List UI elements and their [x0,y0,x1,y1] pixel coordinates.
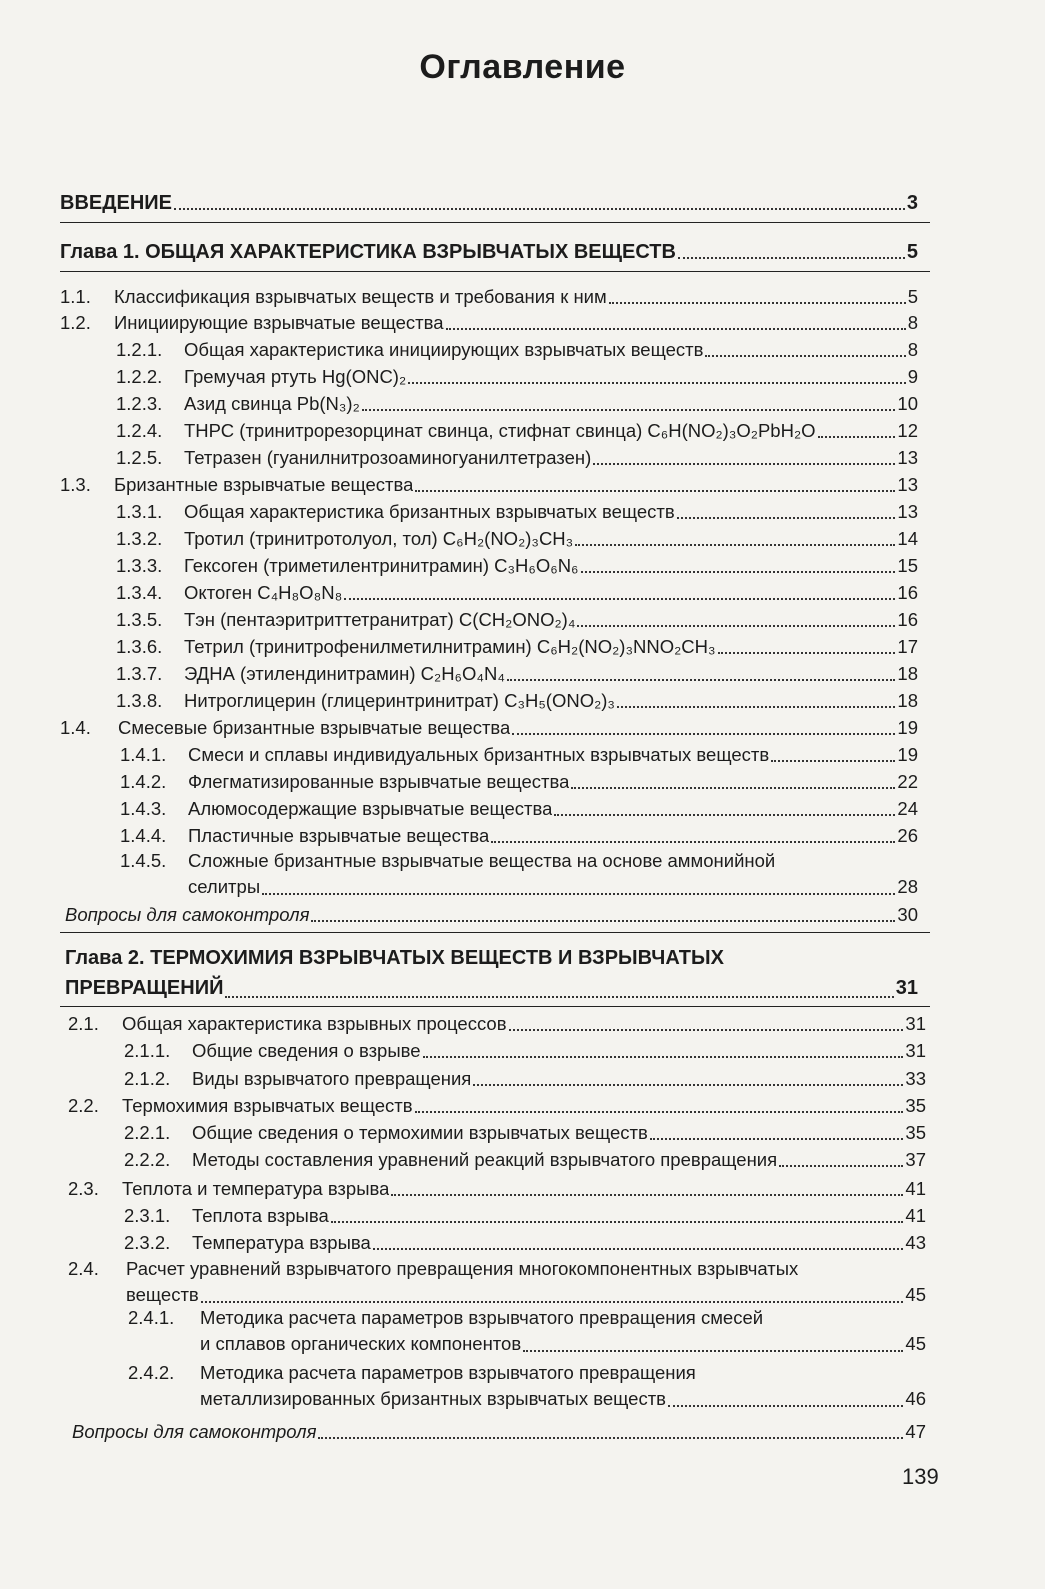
leader-dots [473,1084,903,1086]
toc-item-label: Тетразен (гуанилнитрозоаминогуанилтетразен) [184,447,592,468]
toc-item[interactable] [116,689,918,713]
toc-item-page: 28 [897,876,918,897]
toc-item-label: Общая характеристика взрывных процессов [122,1013,507,1034]
toc-item-number: 1.3.4. [116,582,163,603]
toc-item-page: 46 [905,1388,926,1409]
leader-dots [617,706,895,708]
toc-item-number: 1.2. [60,312,91,333]
leader-dots [423,1056,904,1058]
toc-item-page: 18 [897,690,918,711]
toc-item[interactable] [120,743,918,767]
toc-item-label: Расчет уравнений взрывчатого превращения многокомпонентных взрывчатых [126,1258,799,1279]
toc-item-number: 1.3. [60,474,91,495]
toc-item[interactable] [124,1148,926,1172]
toc-item-label: Азид свинца Pb(N₃)₂ [184,393,360,414]
toc-item-page: 13 [897,447,918,468]
leader-dots [391,1194,903,1196]
toc-item-label: Общие сведения о взрыве [192,1040,421,1061]
leader-dots [554,814,895,816]
toc-item-label: металлизированных бризантных взрывчатых веществ [200,1388,667,1409]
toc-item-number: 2.3.2. [124,1232,171,1253]
leader-dots [581,571,896,573]
toc-item-page: 41 [905,1178,926,1199]
toc-item-page: 47 [905,1421,926,1442]
leader-dots [609,302,906,304]
toc-item[interactable] [116,419,918,443]
toc-item[interactable] [128,1305,926,1357]
toc-item[interactable] [124,1231,926,1255]
leader-dots [362,409,896,411]
toc-item-number: 1.2.1. [116,339,163,360]
toc-item-number: 2.4.1. [128,1307,175,1328]
toc-item-label: Гексоген (триметилентринитрамин) C₃H₆O₆N₆ [184,555,579,576]
toc-item-label: Алюмосодержащие взрывчатые вещества [188,798,553,819]
toc-item-continuation [200,1386,926,1412]
toc-item-label: Октоген C₄H₈O₈N₈ [184,582,343,603]
toc-item-label: Вопросы для самоконтроля [65,904,310,925]
toc-item-label: и сплавов органических компонентов [200,1333,522,1354]
toc-item-label: Температура взрыва [192,1232,371,1253]
toc-item[interactable] [128,1360,926,1412]
toc-item[interactable] [116,365,918,389]
toc-item-number: 1.2.2. [116,366,163,387]
leader-dots [705,355,905,357]
toc-item-label: Тротил (тринитротолуол, тол) C₆H₂(NO₂)₃CH₃ [184,528,574,549]
leader-dots [523,1350,903,1352]
toc-item[interactable] [116,554,918,578]
toc-item[interactable] [116,635,918,659]
leader-dots [677,517,896,519]
toc-item-label: Общая характеристика инициирующих взрывчатых веществ [184,339,704,360]
leader-dots [344,598,895,600]
toc-item[interactable] [116,392,918,416]
toc-item[interactable] [116,662,918,686]
toc-item-page: 30 [897,904,918,925]
toc-item-number: 1.2.4. [116,420,163,441]
leader-dots [818,436,896,438]
toc-item-number: 2.1.1. [124,1040,171,1061]
toc-item-number: 2.1.2. [124,1068,171,1089]
toc-item-page: 37 [905,1149,926,1170]
toc-item[interactable] [116,527,918,551]
toc-item[interactable] [116,500,918,524]
divider [60,1006,930,1007]
toc-item-number: 2.4. [68,1258,99,1279]
chapter-2-title: ПРЕВРАЩЕНИЙ [65,977,224,999]
leader-dots [507,679,896,681]
chapter-1-title: Глава 1. ОБЩАЯ ХАРАКТЕРИСТИКА ВЗРЫВЧАТЫХ ВЕЩЕСТВ [60,241,676,263]
leader-dots [718,652,896,654]
toc-item-number: 1.3.1. [116,501,163,522]
toc-item-number: 1.4.3. [120,798,167,819]
toc-item[interactable] [60,285,918,309]
leader-dots [678,257,905,259]
chapter-2-page: 31 [895,977,918,999]
leader-dots [571,787,895,789]
toc-item-number: 2.3.1. [124,1205,171,1226]
toc-item-label: Общие сведения о термохимии взрывчатых веществ [192,1122,648,1143]
toc-item-page: 15 [897,555,918,576]
toc-item-label: Гремучая ртуть Hg(ONC)₂ [184,366,407,387]
leader-dots [771,760,895,762]
divider [60,271,930,272]
leader-dots [225,996,893,998]
leader-dots [577,625,895,627]
toc-item-label: Классификация взрывчатых веществ и требования к ним [114,286,607,307]
toc-item[interactable] [116,581,918,605]
toc-item-page: 16 [897,582,918,603]
toc-item-page: 14 [897,528,918,549]
toc-item-page: 8 [907,312,918,333]
toc-item-label: Методика расчета параметров взрывчатого превращения [200,1362,696,1383]
toc-item-page: 19 [897,717,918,738]
toc-item-number: 1.3.2. [116,528,163,549]
leader-dots [446,328,906,330]
toc-item-label: Пластичные взрывчатые вещества [188,825,490,846]
toc-item-label: Смесевые бризантные взрывчатые вещества [118,717,511,738]
toc-item-number: 1.3.7. [116,663,163,684]
toc-item-page: 19 [897,744,918,765]
leader-dots [668,1405,903,1407]
toc-item-page: 33 [905,1068,926,1089]
leader-dots [575,544,895,546]
toc-item[interactable] [120,770,918,794]
toc-item-number: 1.3.6. [116,636,163,657]
toc-item[interactable] [124,1121,926,1145]
leader-dots [415,1111,904,1113]
toc-item-number: 2.1. [68,1013,99,1034]
toc-item-page: 12 [897,420,918,441]
toc-item-page: 10 [897,393,918,414]
toc-item-label: веществ [126,1284,199,1305]
toc-item-label: Виды взрывчатого превращения [192,1068,472,1089]
toc-item-label: Термохимия взрывчатых веществ [122,1095,413,1116]
toc-item-page: 31 [905,1013,926,1034]
toc-item-number: 2.3. [68,1178,99,1199]
chapter-1-page: 5 [906,241,918,263]
toc-item[interactable] [124,1067,926,1091]
toc-intro-page: 3 [906,192,918,214]
toc-item-page: 9 [907,366,918,387]
toc-item[interactable] [116,608,918,632]
toc-item-number: 2.2.2. [124,1149,171,1170]
toc-item-page: 41 [905,1205,926,1226]
divider [60,932,930,933]
toc-item[interactable] [120,848,918,900]
toc-item-label: ЭДНА (этилендинитрамин) C₂H₆O₄N₄ [184,663,505,684]
toc-item-label: Общая характеристика бризантных взрывчатых веществ [184,501,675,522]
toc-item-label: Сложные бризантные взрывчатые вещества на основе аммонийной [188,850,776,871]
toc-item-page: 24 [897,798,918,819]
toc-item-label: Тэн (пентаэритриттетранитрат) C(CH₂ONO₂)₄ [184,609,576,630]
toc-item-number: 2.2. [68,1095,99,1116]
toc-item[interactable] [124,1204,926,1228]
toc-item-page: 31 [905,1040,926,1061]
toc-item-continuation [188,874,918,900]
toc-item-number: 1.2.3. [116,393,163,414]
leader-dots [779,1165,903,1167]
toc-item-label: Флегматизированные взрывчатые вещества [188,771,570,792]
toc-item-label: селитры [188,876,261,897]
toc-item-number: 1.4.5. [120,850,167,871]
toc-item-number: 1.4.1. [120,744,167,765]
toc-item[interactable] [116,446,918,470]
leader-dots [512,733,895,735]
leader-dots [201,1301,904,1303]
toc-item-number: 1.3.8. [116,690,163,711]
toc-item-page: 22 [897,771,918,792]
leader-dots [174,208,905,210]
toc-item[interactable] [60,311,918,335]
toc-item-number: 1.4.2. [120,771,167,792]
toc-item-number: 1.3.5. [116,609,163,630]
toc-item-page: 45 [905,1333,926,1354]
toc-item-label: ТНРС (тринитрорезорцинат свинца, стифнат свинца) C₆H(NO₂)₃O₂PbH₂O [184,420,816,441]
leader-dots [373,1248,904,1250]
toc-item[interactable] [120,824,918,848]
toc-item[interactable] [68,1177,926,1201]
toc-item-page: 18 [897,663,918,684]
toc-item-page: 16 [897,609,918,630]
toc-item-page: 5 [907,286,918,307]
toc-item-page: 43 [905,1232,926,1253]
toc-item-label: Методика расчета параметров взрывчатого превращения смесей [200,1307,764,1328]
toc-item[interactable] [124,1039,926,1063]
toc-item-label: Нитроглицерин (глицеринтринитрат) C₃H₅(ONO₂)₃ [184,690,615,711]
leader-dots [650,1138,904,1140]
toc-item-number: 1.1. [60,286,91,307]
toc-item-number: 1.3.3. [116,555,163,576]
toc-item[interactable] [68,1094,926,1118]
toc-item-number: 1.4.4. [120,825,167,846]
toc-intro-label: ВВЕДЕНИЕ [60,192,172,214]
toc-item-number: 2.2.1. [124,1122,171,1143]
toc-item-page: 17 [897,636,918,657]
toc-item-page: 13 [897,474,918,495]
toc-item-label: Теплота и температура взрыва [122,1178,390,1199]
leader-dots [415,490,895,492]
leader-dots [311,920,895,922]
leader-dots [593,463,895,465]
toc-item-label: Вопросы для самоконтроля [72,1421,317,1442]
toc-item[interactable] [60,716,918,740]
chapter-2-title: Глава 2. ТЕРМОХИМИЯ ВЗРЫВЧАТЫХ ВЕЩЕСТВ И ВЗРЫВЧАТЫХ [65,947,724,969]
toc-questions-1[interactable] [65,903,918,927]
toc-item[interactable] [68,1012,926,1036]
leader-dots [509,1029,904,1031]
toc-item-label: Тетрил (тринитрофенилметилнитрамин) C₆H₂(NO₂)₃NNO₂CH₃ [184,636,716,657]
toc-item-page: 35 [905,1095,926,1116]
divider [60,222,930,223]
leader-dots [318,1437,903,1439]
toc-item-page: 26 [897,825,918,846]
leader-dots [331,1221,904,1223]
toc-item-continuation [200,1331,926,1357]
toc-item-number: 2.4.2. [128,1362,175,1383]
toc-chapter-1[interactable] [60,240,918,264]
toc-item[interactable] [60,473,918,497]
toc-item-page: 13 [897,501,918,522]
leader-dots [408,382,906,384]
toc-item-page: 35 [905,1122,926,1143]
toc-item-label: Смеси и сплавы индивидуальных бризантных взрывчатых веществ [188,744,770,765]
toc-questions-2[interactable] [72,1420,926,1444]
toc-chapter-2[interactable] [65,943,918,1003]
chapter-2-title-continuation [65,973,918,1003]
toc-item[interactable] [68,1256,926,1308]
toc-item-page: 8 [907,339,918,360]
toc-item[interactable] [116,338,918,362]
toc-item-label: Методы составления уравнений реакций взрывчатого превращения [192,1149,778,1170]
leader-dots [262,893,895,895]
toc-item-number: 1.2.5. [116,447,163,468]
leader-dots [491,841,895,843]
toc-item[interactable] [120,797,918,821]
toc-item-label: Бризантные взрывчатые вещества [114,474,414,495]
toc-item-page: 45 [905,1284,926,1305]
toc-item-number: 1.4. [60,717,91,738]
page-number: 139 [902,1464,939,1489]
toc-intro[interactable] [60,191,918,215]
page-title: Оглавление [419,48,626,86]
toc-item-label: Теплота взрыва [192,1205,329,1226]
toc-item-label: Инициирующие взрывчатые вещества [114,312,444,333]
